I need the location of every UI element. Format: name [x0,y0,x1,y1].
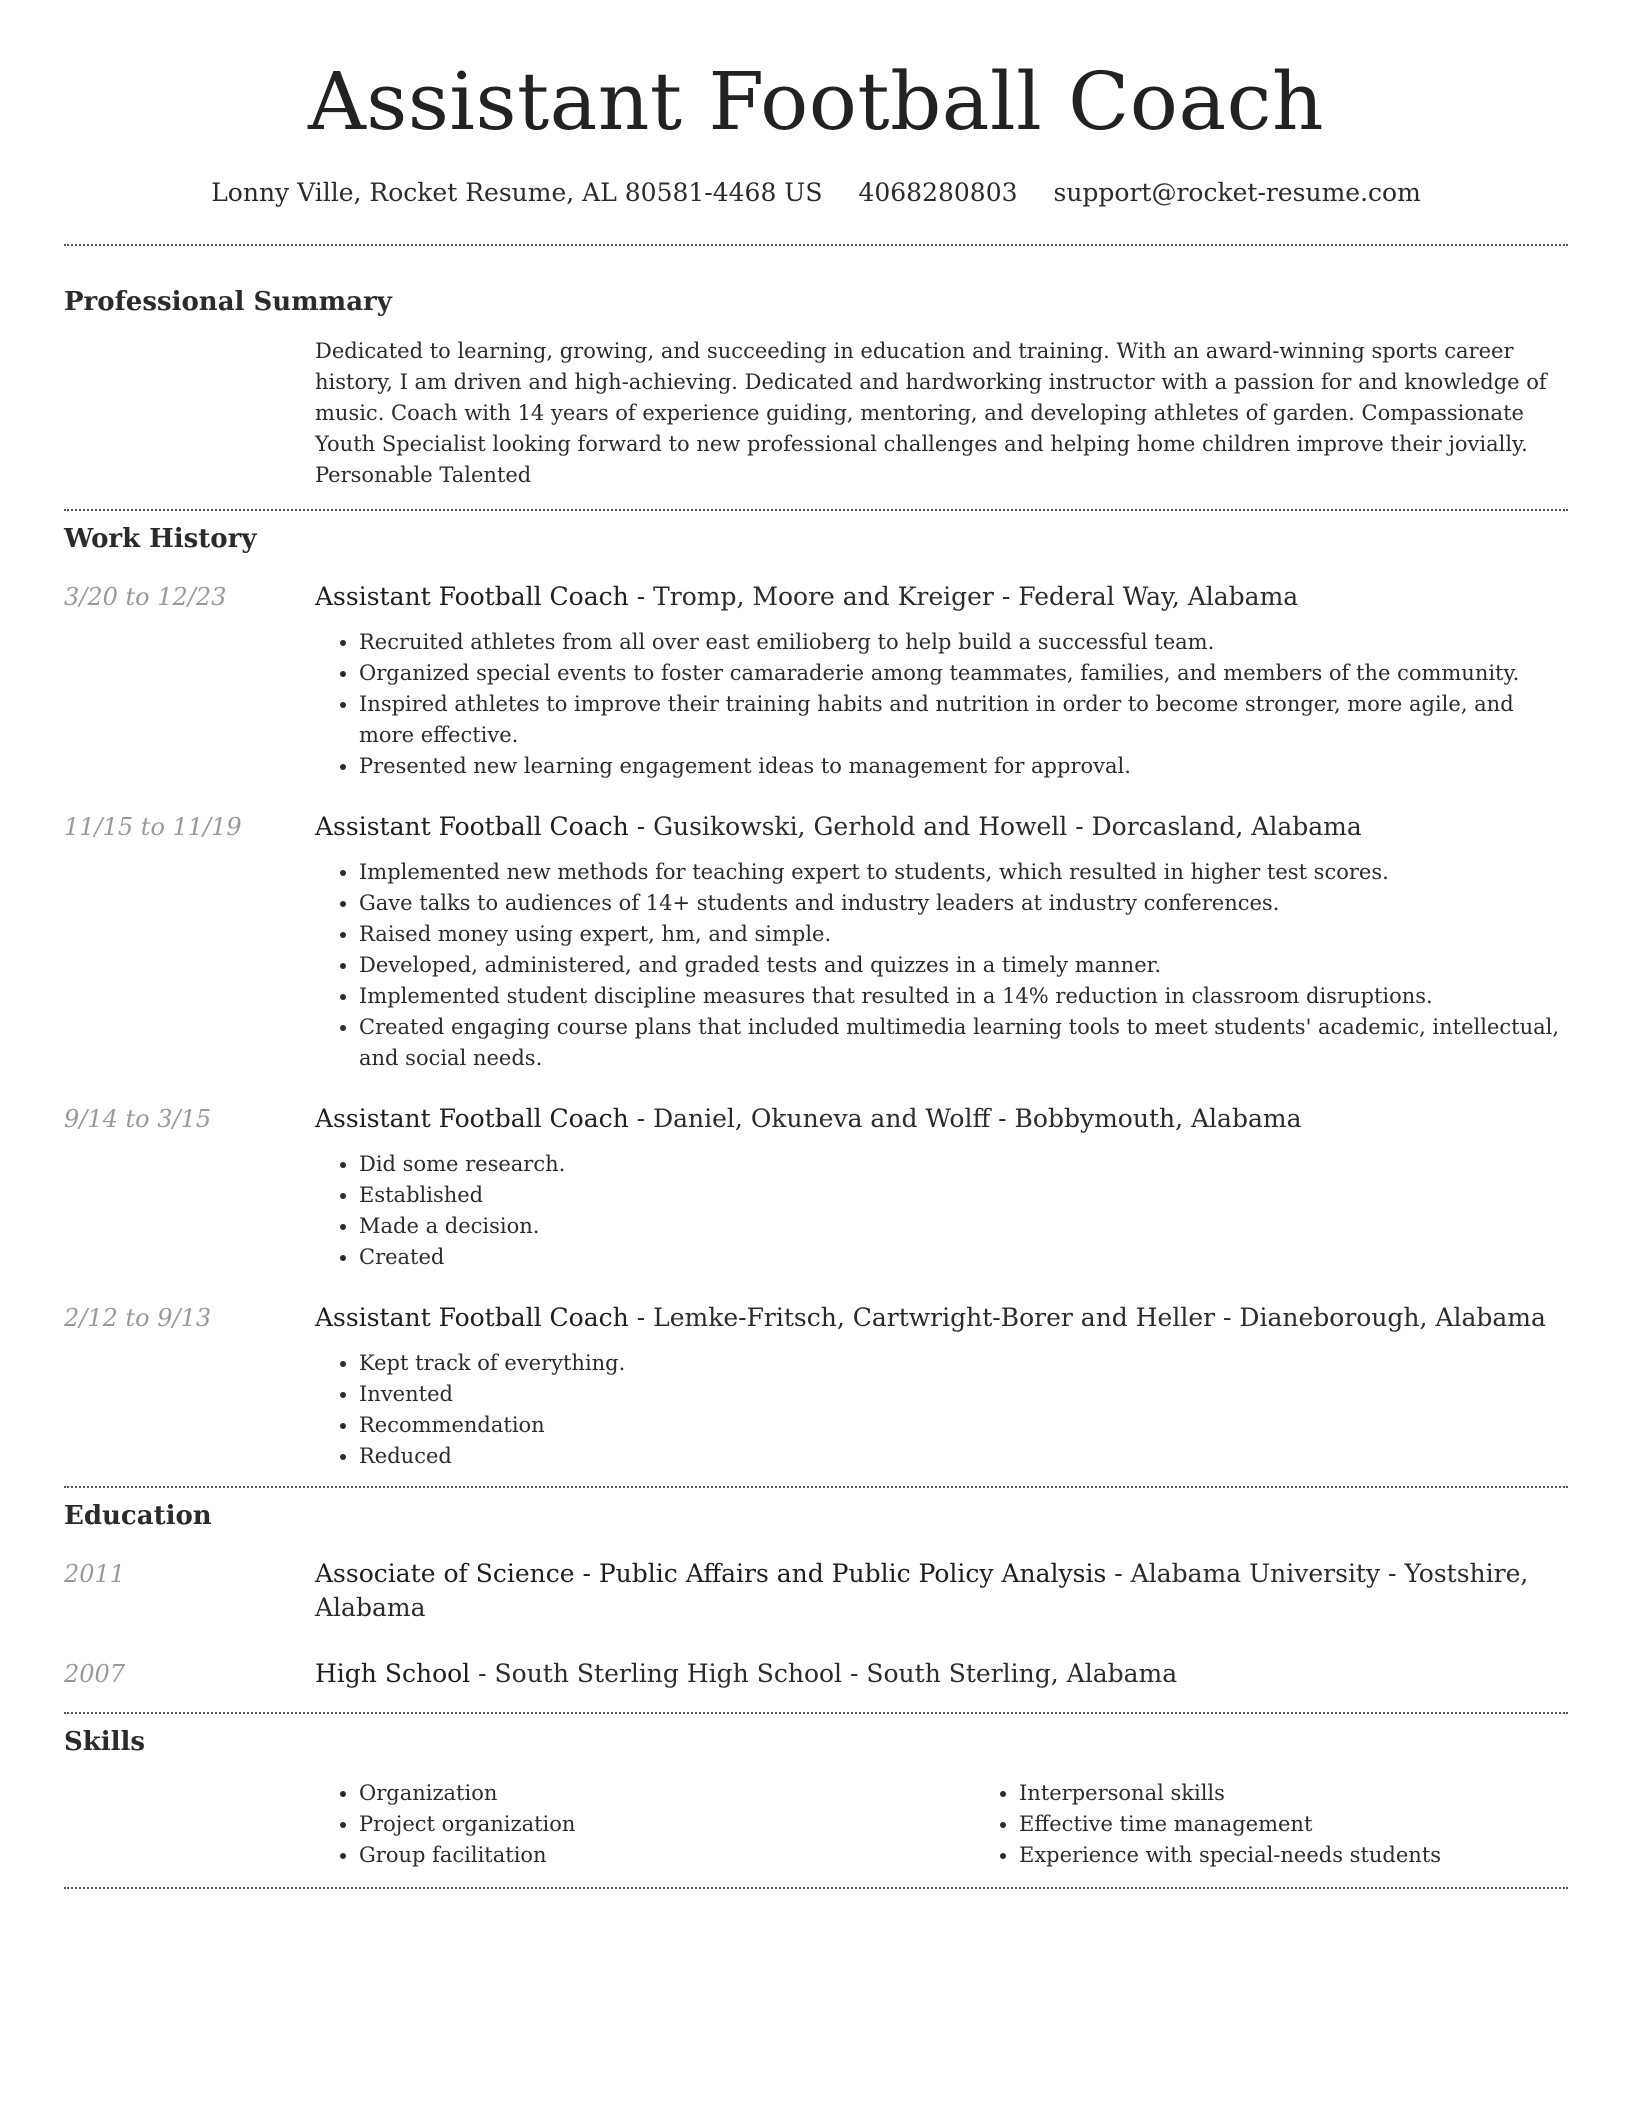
skills-section [64,1724,1568,1871]
skills-list-left [315,1778,975,1871]
summary-spacer [64,336,315,491]
education-heading: Education [64,1501,212,1531]
contact-phone: 4068280803 [858,178,1018,207]
education-degree: High School [315,1659,471,1688]
skill-item: • Interpersonal skills [1019,1778,1632,1809]
summary-text: Dedicated to learning, growing, and succeeding in education and training. With an award-winning sports career history, I am driven and high-achieving. Dedicated and hardworking instructor with a passion for and knowledge of music. Coach with 14 years of experience guiding, mentoring, and developing athletes of garden. Compassionate Youth Specialist looking forward to new professional challenges and helping home children improve their jovially. Personable Talented [315,339,1547,487]
education-degree: Associate of Science - Public Affairs and Public Policy Analysis [315,1559,1107,1588]
skill-item: • Organization [359,1778,975,1809]
job-bullet: • Did some research. [359,1149,1568,1180]
work-section [64,521,1568,1472]
job-dates: 2/12 to 9/13 [64,1304,212,1332]
job-bullets [315,857,1568,1074]
job-bullet: • Established [359,1180,1568,1211]
contact-line [64,176,1568,210]
section-divider [64,1887,1568,1889]
job-role: Assistant Football Coach [315,1303,629,1332]
job-bullet: • Presented new learning engagement ideas to management for approval. [359,751,1568,782]
education-section [64,1498,1568,1691]
skills-spacer [64,1778,315,1871]
job-bullet: • Kept track of everything. [359,1348,1568,1379]
skills-heading: Skills [64,1727,146,1757]
job-title [315,1301,1568,1335]
job-bullet: • Inspired athletes to improve their training habits and nutrition in order to become stronger, more agile, and more effective. [359,689,1568,751]
section-divider [64,244,1568,246]
job-bullet: • Recommendation [359,1410,1568,1441]
job-bullet: • Invented [359,1379,1568,1410]
job-bullets [315,627,1568,782]
job-bullet: • Implemented new methods for teaching expert to students, which resulted in higher test scores. [359,857,1568,888]
section-divider [64,509,1568,511]
skill-item: • Effective time management [1019,1809,1632,1840]
summary-section [64,284,1568,491]
job-role: Assistant Football Coach [315,582,629,611]
education-details: - Alabama University - Yostshire, Alabama [315,1559,1529,1622]
section-divider [64,1486,1568,1488]
job-bullet: • Created [359,1242,1568,1273]
bullet-spacer [64,857,315,1074]
job-entry [64,810,1568,1074]
education-year: 2011 [64,1560,126,1588]
section-divider [64,1712,1568,1714]
skill-item: • Group facilitation [359,1840,975,1871]
job-role: Assistant Football Coach [315,1104,629,1133]
job-bullets [315,1348,1568,1472]
job-title [315,1102,1568,1136]
bullet-spacer [64,1149,315,1273]
job-role: Assistant Football Coach [315,812,629,841]
contact-address: Lonny Ville, Rocket Resume, AL 80581-4468 US [211,178,823,207]
job-details: - Tromp, Moore and Kreiger - Federal Way, Alabama [628,582,1299,611]
job-title [315,580,1568,614]
bullet-spacer [64,627,315,782]
job-bullet: • Made a decision. [359,1211,1568,1242]
education-title [315,1557,1568,1625]
contact-email: support@rocket-resume.com [1053,178,1421,207]
job-details: - Daniel, Okuneva and Wolff - Bobbymouth, Alabama [628,1104,1302,1133]
job-title [315,810,1568,844]
job-bullet: • Developed, administered, and graded tests and quizzes in a timely manner. [359,950,1568,981]
job-bullet: • Recruited athletes from all over east emilioberg to help build a successful team. [359,627,1568,658]
skills-columns [315,1778,1632,1871]
job-entry [64,580,1568,782]
skill-item: • Project organization [359,1809,975,1840]
education-year: 2007 [64,1660,126,1688]
job-bullet: • Raised money using expert, hm, and simple. [359,919,1568,950]
job-bullet: • Gave talks to audiences of 14+ students and industry leaders at industry conferences. [359,888,1568,919]
job-dates: 9/14 to 3/15 [64,1105,212,1133]
bullet-spacer [64,1348,315,1472]
job-bullet: • Created engaging course plans that included multimedia learning tools to meet students' academic, intellectual, and social needs. [359,1012,1568,1074]
education-entry [64,1557,1568,1625]
education-title [315,1657,1568,1691]
job-entry [64,1102,1568,1273]
skill-item: • Experience with special-needs students [1019,1840,1632,1871]
job-dates: 11/15 to 11/19 [64,813,242,841]
resume-name: Assistant Football Coach [308,55,1324,148]
work-heading: Work History [64,524,257,554]
job-details: - Lemke-Fritsch, Cartwright-Borer and Heller - Dianeborough, Alabama [628,1303,1546,1332]
job-entry [64,1301,1568,1472]
job-bullet: • Reduced [359,1441,1568,1472]
skills-list-right [975,1778,1632,1871]
education-entry [64,1657,1568,1691]
job-details: - Gusikowski, Gerhold and Howell - Dorcasland, Alabama [628,812,1362,841]
job-bullet: • Organized special events to foster camaraderie among teammates, families, and members of the community. [359,658,1568,689]
job-dates: 3/20 to 12/23 [64,583,227,611]
job-bullets [315,1149,1568,1273]
education-details: - South Sterling High School - South Sterling, Alabama [470,1659,1178,1688]
job-bullet: • Implemented student discipline measures that resulted in a 14% reduction in classroom disruptions. [359,981,1568,1012]
summary-heading: Professional Summary [64,287,392,317]
